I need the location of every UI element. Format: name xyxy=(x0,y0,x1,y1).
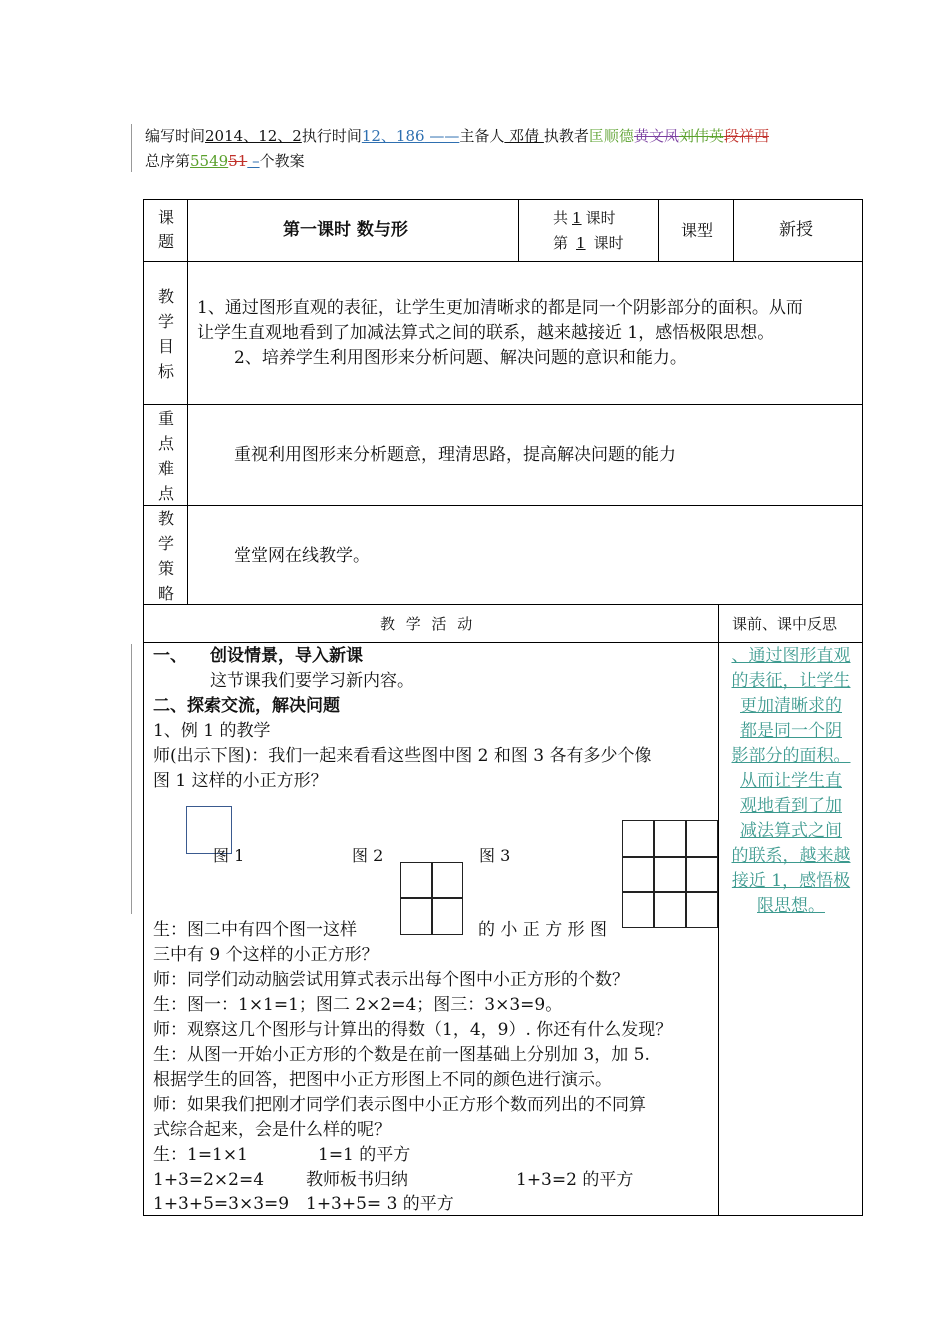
figure-2-vline xyxy=(431,862,433,935)
reflection-line: 影部分的面积。 xyxy=(731,746,851,766)
rule-row1 xyxy=(143,261,863,262)
reflection-line: 减法算式之间 xyxy=(740,821,842,841)
key-label-text: 重点难点 xyxy=(157,409,174,503)
key-value: 重视利用图形来分析题意，理清思路，提高解决问题的能力 xyxy=(234,445,676,465)
rule-v3 xyxy=(658,199,659,261)
figure-3-hline-2 xyxy=(622,891,718,893)
activity-line-15b: 1+3+5= 3 的平方 xyxy=(306,1194,454,1214)
reflection-line: 从而让学生直 xyxy=(740,771,842,791)
goal-line-1: 1、通过图形直观的表征，让学生更加清晰求的都是同一个阴影部分的面积。从而 xyxy=(197,298,803,318)
topic-value: 第一课时 数与形 xyxy=(283,220,408,240)
exec-time-dash: —— xyxy=(424,127,460,145)
goal-line-3: 2、培养学生利用图形来分析问题、解决问题的意识和能力。 xyxy=(234,348,687,368)
activity-line-11: 师：如果我们把刚才同学们表示图中小正方形个数而列出的不同算 xyxy=(153,1095,646,1115)
figure-3-vline-2 xyxy=(685,820,687,928)
rule-v4 xyxy=(733,199,734,261)
figure-3-label: 图 3 xyxy=(479,846,511,865)
rule-row4 xyxy=(143,604,863,605)
type-label: 课型 xyxy=(681,221,714,240)
figure-1-label: 图 1 xyxy=(213,846,245,865)
reflection-line: 更加清晰求的 xyxy=(740,696,842,716)
header-line-2 xyxy=(145,149,305,173)
figure-3-frame xyxy=(622,820,718,928)
activity-line-14b: 教师板书归纳 xyxy=(306,1170,408,1190)
header-line-1 xyxy=(145,124,769,148)
section-1-num: 一、 xyxy=(153,646,187,666)
rule-v2 xyxy=(518,199,519,261)
section-2-title: 二、探索交流，解决问题 xyxy=(153,696,340,716)
serial-a: 5549 xyxy=(190,152,229,170)
teacher-label: 执教者 xyxy=(543,127,589,145)
rule-row5 xyxy=(143,642,863,643)
strategy-label-text: 教学策略 xyxy=(157,509,174,603)
teacher-1: 匡顺德 xyxy=(588,127,634,145)
reflection-line: 的表征，让学生 xyxy=(731,671,851,691)
reflection-header: 课前、课中反思 xyxy=(732,615,838,633)
write-time-label: 编写时间 xyxy=(145,127,206,145)
activity-line-3: 图 1 这样的小正方形？ xyxy=(153,771,328,791)
topic-label xyxy=(154,206,178,254)
rule-row3 xyxy=(143,505,863,506)
reflection-line: 都是同一个阴 xyxy=(740,721,842,741)
reflection-line: 限思想。 xyxy=(757,896,825,916)
rule-right xyxy=(862,199,863,1216)
serial-b: 51 xyxy=(228,152,248,170)
activity-line-14a: 1+3=2×2=4 xyxy=(153,1170,265,1190)
figure-3-vline-1 xyxy=(653,820,655,928)
activity-line-7: 生：图一：1×1=1；图二 2×2=4；图三：3×3=9。 xyxy=(153,995,563,1015)
reflection-text xyxy=(723,644,859,919)
topic-label-text: 课题 xyxy=(157,208,174,251)
rule-v-activity xyxy=(718,604,719,1216)
activity-line-4b: 的 小 正 方 形 图 xyxy=(478,920,608,940)
teacher-3: 刘伟英 xyxy=(678,127,724,145)
figure-2-hline xyxy=(400,897,463,899)
serial-suffix: 个教案 xyxy=(259,152,305,170)
nth-label-a: 第 xyxy=(553,234,569,252)
reflection-line: 观地看到了加 xyxy=(740,796,842,816)
activity-header: 教 学 活 动 xyxy=(380,615,476,633)
key-label xyxy=(154,406,178,506)
reflection-line: 接近 1，感悟极 xyxy=(731,871,851,891)
teacher-2: 黄文凤 xyxy=(633,127,679,145)
write-time-value: 2014、12、2 xyxy=(205,127,302,145)
activity-line-15a: 1+3+5=3×3=9 xyxy=(153,1194,290,1214)
activity-line-8: 师：观察这几个图形与计算出的得数（1，4，9）. 你还有什么发现？ xyxy=(153,1020,673,1040)
reflection-line: 的联系，越来越 xyxy=(731,846,851,866)
activity-line-4a: 生：图二中有四个图一这样 xyxy=(153,920,357,940)
exec-time-label: 执行时间 xyxy=(301,127,362,145)
rule-top xyxy=(143,199,863,200)
activity-line-6: 师：同学们动动脑尝试用算式表示出每个图中小正方形的个数？ xyxy=(153,970,629,990)
total-label-b: 课时 xyxy=(585,209,616,227)
reflection-line: 、通过图形直观 xyxy=(731,646,851,666)
margin-bar-bottom xyxy=(131,644,132,914)
type-value: 新授 xyxy=(779,220,813,240)
exec-time-value: 12、186 xyxy=(361,127,425,145)
rule-left xyxy=(143,199,144,1216)
nth-label-b: 课时 xyxy=(593,234,624,252)
goal-label-text: 教学目标 xyxy=(157,287,174,381)
nth-value: 1 xyxy=(576,234,586,252)
rule-v1 xyxy=(187,199,188,605)
strategy-value: 堂堂网在线教学。 xyxy=(234,546,370,566)
activity-line-12: 式综合起来，会是什么样的呢？ xyxy=(153,1120,391,1140)
preparer-value: 邓倩 xyxy=(504,127,544,145)
teacher-4: 段祥西 xyxy=(723,127,769,145)
goal-label xyxy=(154,284,178,384)
figure-2-label: 图 2 xyxy=(352,846,384,865)
preparer-label: 主备人 xyxy=(459,127,505,145)
serial-c: – xyxy=(247,152,260,170)
activity-line-14c: 1+3=2 的平方 xyxy=(516,1170,634,1190)
strategy-label xyxy=(154,506,178,606)
total-lessons xyxy=(553,206,616,230)
activity-line-13a: 生：1=1×1 xyxy=(153,1145,248,1165)
activity-line-1: 1、例 1 的教学 xyxy=(153,721,271,741)
activity-line-13b: 1=1 的平方 xyxy=(318,1145,411,1165)
margin-bar-top xyxy=(131,124,132,172)
activity-line-10: 根据学生的回答，把图中小正方形图上不同的颜色进行演示。 xyxy=(153,1070,612,1090)
goal-line-2: 让学生直观地看到了加减法算式之间的联系，越来越接近 1，感悟极限思想。 xyxy=(197,323,775,343)
activity-line-2: 师(出示下图)：我们一起来看看这些图中图 2 和图 3 各有多少个像 xyxy=(153,746,652,766)
activity-line-5: 三中有 9 个这样的小正方形？ xyxy=(153,945,379,965)
rule-row2 xyxy=(143,404,863,405)
section-1-title: 创设情景，导入新课 xyxy=(210,646,363,666)
activity-line-9: 生：从图一开始小正方形的个数是在前一图基础上分别加 3，加 5. xyxy=(153,1045,650,1065)
section-1-text: 这节课我们要学习新内容。 xyxy=(210,671,414,691)
serial-label: 总序第 xyxy=(145,152,191,170)
total-label-a: 共 xyxy=(553,209,569,227)
nth-lesson xyxy=(553,231,624,255)
figure-3-hline-1 xyxy=(622,856,718,858)
total-value: 1 xyxy=(572,209,582,227)
